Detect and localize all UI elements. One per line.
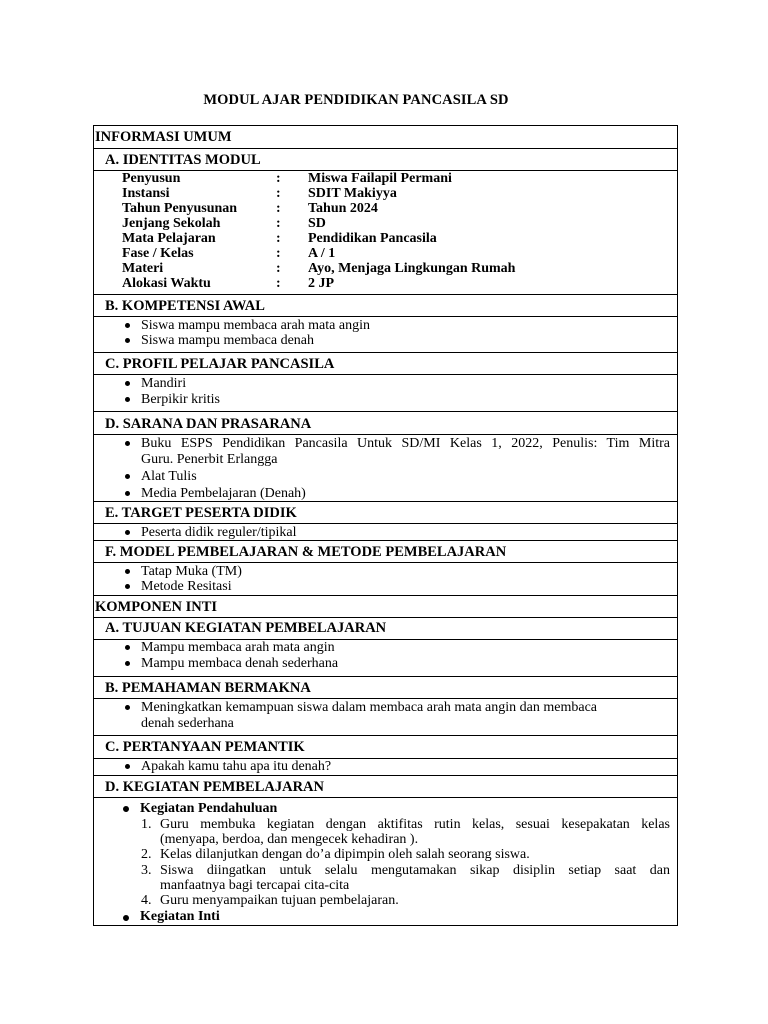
bullet-icon <box>125 569 130 574</box>
section-heading-pemahaman: B. PEMAHAMAN BERMAKNA <box>105 680 311 696</box>
row-divider <box>93 676 678 677</box>
row-divider <box>93 735 678 736</box>
identity-label: Instansi <box>122 186 170 201</box>
section-heading-kompetensi: B. KOMPETENSI AWAL <box>105 298 265 314</box>
row-divider <box>93 595 678 596</box>
section-heading-informasi-umum: INFORMASI UMUM <box>95 129 232 145</box>
list-item: Siswa mampu membaca arah mata angin <box>141 318 370 333</box>
identity-label: Penyusun <box>122 171 181 186</box>
identity-colon: : <box>276 246 281 261</box>
bullet-icon <box>125 764 130 769</box>
bullet-icon <box>125 491 130 496</box>
section-heading-sarana: D. SARANA DAN PRASARANA <box>105 416 312 432</box>
row-divider <box>93 562 678 563</box>
step-text: Guru menyampaikan tujuan pembelajaran. <box>160 893 399 908</box>
identity-colon: : <box>276 171 281 186</box>
row-divider <box>93 775 678 776</box>
step-text: Kelas dilanjutkan dengan do’a dipimpin oleh salah seorang siswa. <box>160 847 530 862</box>
row-divider <box>93 698 678 699</box>
bullet-icon <box>125 530 130 535</box>
section-heading-profil: C. PROFIL PELAJAR PANCASILA <box>105 356 335 372</box>
bullet-icon <box>123 806 129 812</box>
identity-colon: : <box>276 216 281 231</box>
section-heading-kegiatan: D. KEGIATAN PEMBELAJARAN <box>105 779 324 795</box>
identity-label: Alokasi Waktu <box>122 276 211 291</box>
subheading-pendahuluan: Kegiatan Pendahuluan <box>140 801 278 816</box>
identity-value: SDIT Makiyya <box>308 186 397 201</box>
bullet-icon <box>125 323 130 328</box>
list-item: Mampu membaca denah sederhana <box>141 656 339 671</box>
list-item: Mampu membaca arah mata angin <box>141 640 335 655</box>
section-heading-pertanyaan: C. PERTANYAAN PEMANTIK <box>105 739 305 755</box>
row-divider <box>93 411 678 412</box>
row-divider <box>93 617 678 618</box>
row-divider <box>93 294 678 295</box>
bullet-icon <box>125 338 130 343</box>
list-item: Peserta didik reguler/tipikal <box>141 525 297 540</box>
identity-value: Miswa Failapil Permani <box>308 171 452 186</box>
section-heading-tujuan: A. TUJUAN KEGIATAN PEMBELAJARAN <box>105 620 387 636</box>
bullet-icon <box>125 397 130 402</box>
document-title: MODUL AJAR PENDIDIKAN PANCASILA SD <box>203 92 509 108</box>
section-heading-komponen-inti: KOMPONEN INTI <box>95 599 218 615</box>
section-heading-model: F. MODEL PEMBELAJARAN & METODE PEMBELAJARAN <box>105 544 507 560</box>
identity-colon: : <box>276 261 281 276</box>
identity-value: A / 1 <box>308 246 336 261</box>
section-heading-target: E. TARGET PESERTA DIDIK <box>105 505 297 521</box>
identity-value: Tahun 2024 <box>308 201 378 216</box>
identity-value: Pendidikan Pancasila <box>308 231 437 246</box>
row-divider <box>93 501 678 502</box>
bullet-icon <box>125 661 130 666</box>
step-text-continued: (menyapa, berdoa, dan mengecek kehadiran ). <box>160 832 419 847</box>
row-divider <box>93 540 678 541</box>
identity-label: Mata Pelajaran <box>122 231 216 246</box>
list-item: Alat Tulis <box>141 469 197 484</box>
list-item-continued: Guru. Penerbit Erlangga <box>141 452 278 467</box>
bullet-icon <box>125 381 130 386</box>
list-item: Metode Resitasi <box>141 579 232 594</box>
bullet-icon <box>125 584 130 589</box>
list-item: Media Pembelajaran (Denah) <box>141 486 306 501</box>
step-number: 4. <box>141 893 152 908</box>
identity-colon: : <box>276 186 281 201</box>
identity-colon: : <box>276 231 281 246</box>
identity-value: Ayo, Menjaga Lingkungan Rumah <box>308 261 516 276</box>
row-divider <box>93 374 678 375</box>
identity-colon: : <box>276 201 281 216</box>
bullet-icon <box>125 441 130 446</box>
step-text: Siswa diingatkan untuk selalu mengutamakan sikap disiplin setiap saat dan <box>160 863 670 878</box>
identity-label: Tahun Penyusunan <box>122 201 238 216</box>
list-item: Apakah kamu tahu apa itu denah? <box>141 759 332 774</box>
list-item: Mandiri <box>141 376 187 391</box>
identity-value: 2 JP <box>308 276 335 291</box>
identity-colon: : <box>276 276 281 291</box>
bullet-icon <box>123 915 129 921</box>
bullet-icon <box>125 645 130 650</box>
step-text: Guru membuka kegiatan dengan aktifitas rutin kelas, sesuai kesepakatan kelas <box>160 817 670 832</box>
step-number: 2. <box>141 847 152 862</box>
identity-label: Fase / Kelas <box>122 246 194 261</box>
list-item: Buku ESPS Pendidikan Pancasila Untuk SD/MI Kelas 1, 2022, Penulis: Tim Mitra <box>141 436 670 451</box>
list-item: Berpikir kritis <box>141 392 220 407</box>
step-number: 3. <box>141 863 152 878</box>
row-divider <box>93 434 678 435</box>
identity-label: Jenjang Sekolah <box>122 216 221 231</box>
bullet-icon <box>125 474 130 479</box>
bullet-icon <box>125 705 130 710</box>
step-number: 1. <box>141 817 152 832</box>
row-divider <box>93 523 678 524</box>
list-item: Siswa mampu membaca denah <box>141 333 315 348</box>
identity-value: SD <box>308 216 326 231</box>
section-heading-identitas: A. IDENTITAS MODUL <box>105 152 261 168</box>
list-item: Meningkatkan kemampuan siswa dalam membaca arah mata angin dan membaca <box>141 700 597 715</box>
row-divider <box>93 148 678 149</box>
subheading-inti: Kegiatan Inti <box>140 909 220 924</box>
row-divider <box>93 316 678 317</box>
list-item-continued: denah sederhana <box>141 716 234 731</box>
identity-label: Materi <box>122 261 164 276</box>
list-item: Tatap Muka (TM) <box>141 564 242 579</box>
row-divider <box>93 352 678 353</box>
step-text-continued: manfaatnya bagi tercapai cita-cita <box>160 878 350 893</box>
row-divider <box>93 797 678 798</box>
